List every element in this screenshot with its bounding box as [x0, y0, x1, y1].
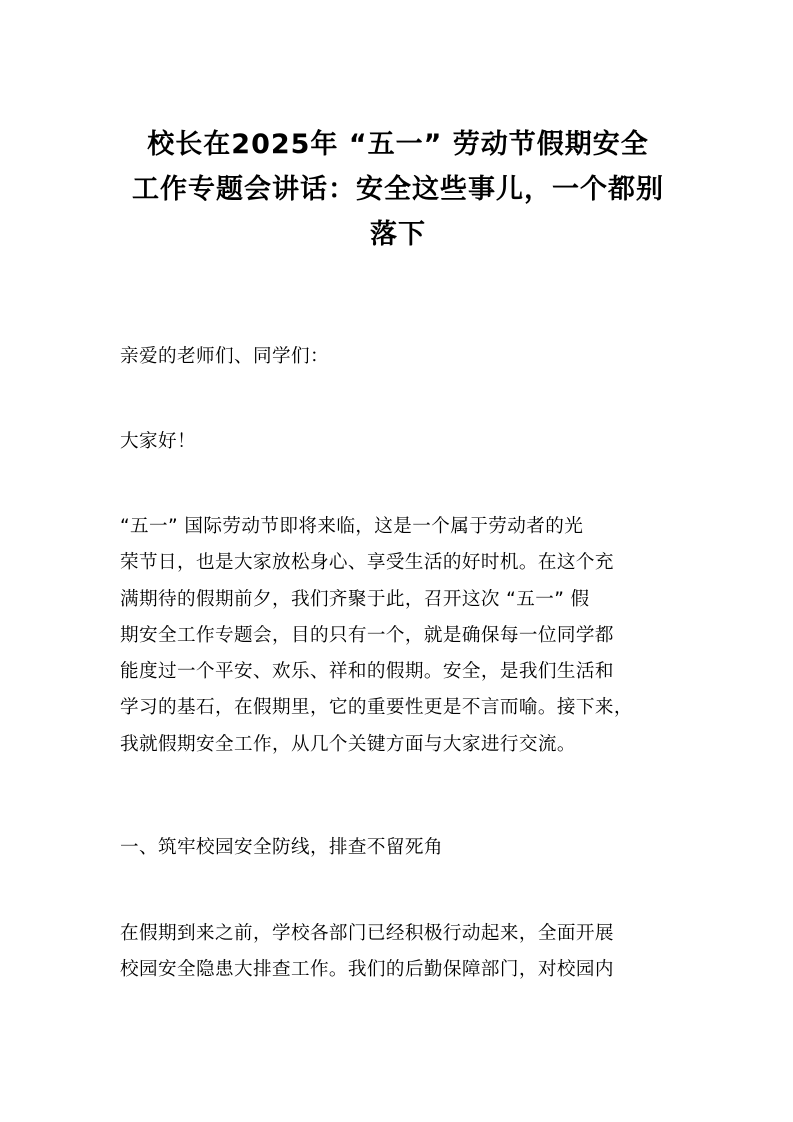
- title-line: 校长在2025年 “五一” 劳动节假期安全: [147, 129, 649, 160]
- paragraph-line: 学习的基石，在假期里，它的重要性更是不言而喻。接下来，: [120, 697, 633, 719]
- section-paragraph: [120, 916, 676, 989]
- salutation: [120, 339, 676, 375]
- paragraph-line: 期安全工作专题会，目的只有一个，就是确保每一位同学都: [120, 624, 614, 646]
- greeting: [120, 424, 676, 460]
- paragraph-line: 能度过一个平安、欢乐、祥和的假期。安全，是我们生活和: [120, 661, 614, 683]
- paragraph-line: 我就假期安全工作，从几个关键方面与大家进行交流。: [120, 733, 576, 755]
- salutation-text: 亲爱的老师们、同学们：: [120, 346, 329, 367]
- document-title: [120, 122, 676, 257]
- paragraph-line: 在假期到来之前，学校各部门已经积极行动起来，全面开展: [120, 923, 614, 944]
- greeting-text: 大家好！: [120, 431, 196, 452]
- paragraph-line: “五一” 国际劳动节即将来临，这是一个属于劳动者的光: [120, 516, 584, 537]
- paragraph-line: 荣节日，也是大家放松身心、享受生活的好时机。在这个充: [120, 552, 614, 574]
- title-line: 工作专题会讲话：安全这些事儿，一个都别: [132, 174, 664, 205]
- title-line: 落下: [370, 219, 426, 250]
- paragraph-line: 校园安全隐患大排查工作。我们的后勤保障部门，对校园内: [120, 959, 614, 981]
- section-heading-text: 一、筑牢校园安全防线，排查不留死角: [120, 837, 443, 858]
- section-heading: [120, 830, 676, 866]
- paragraph-line: 满期待的假期前夕，我们齐聚于此，召开这次 “五一” 假: [120, 588, 590, 610]
- intro-paragraph: [120, 509, 676, 763]
